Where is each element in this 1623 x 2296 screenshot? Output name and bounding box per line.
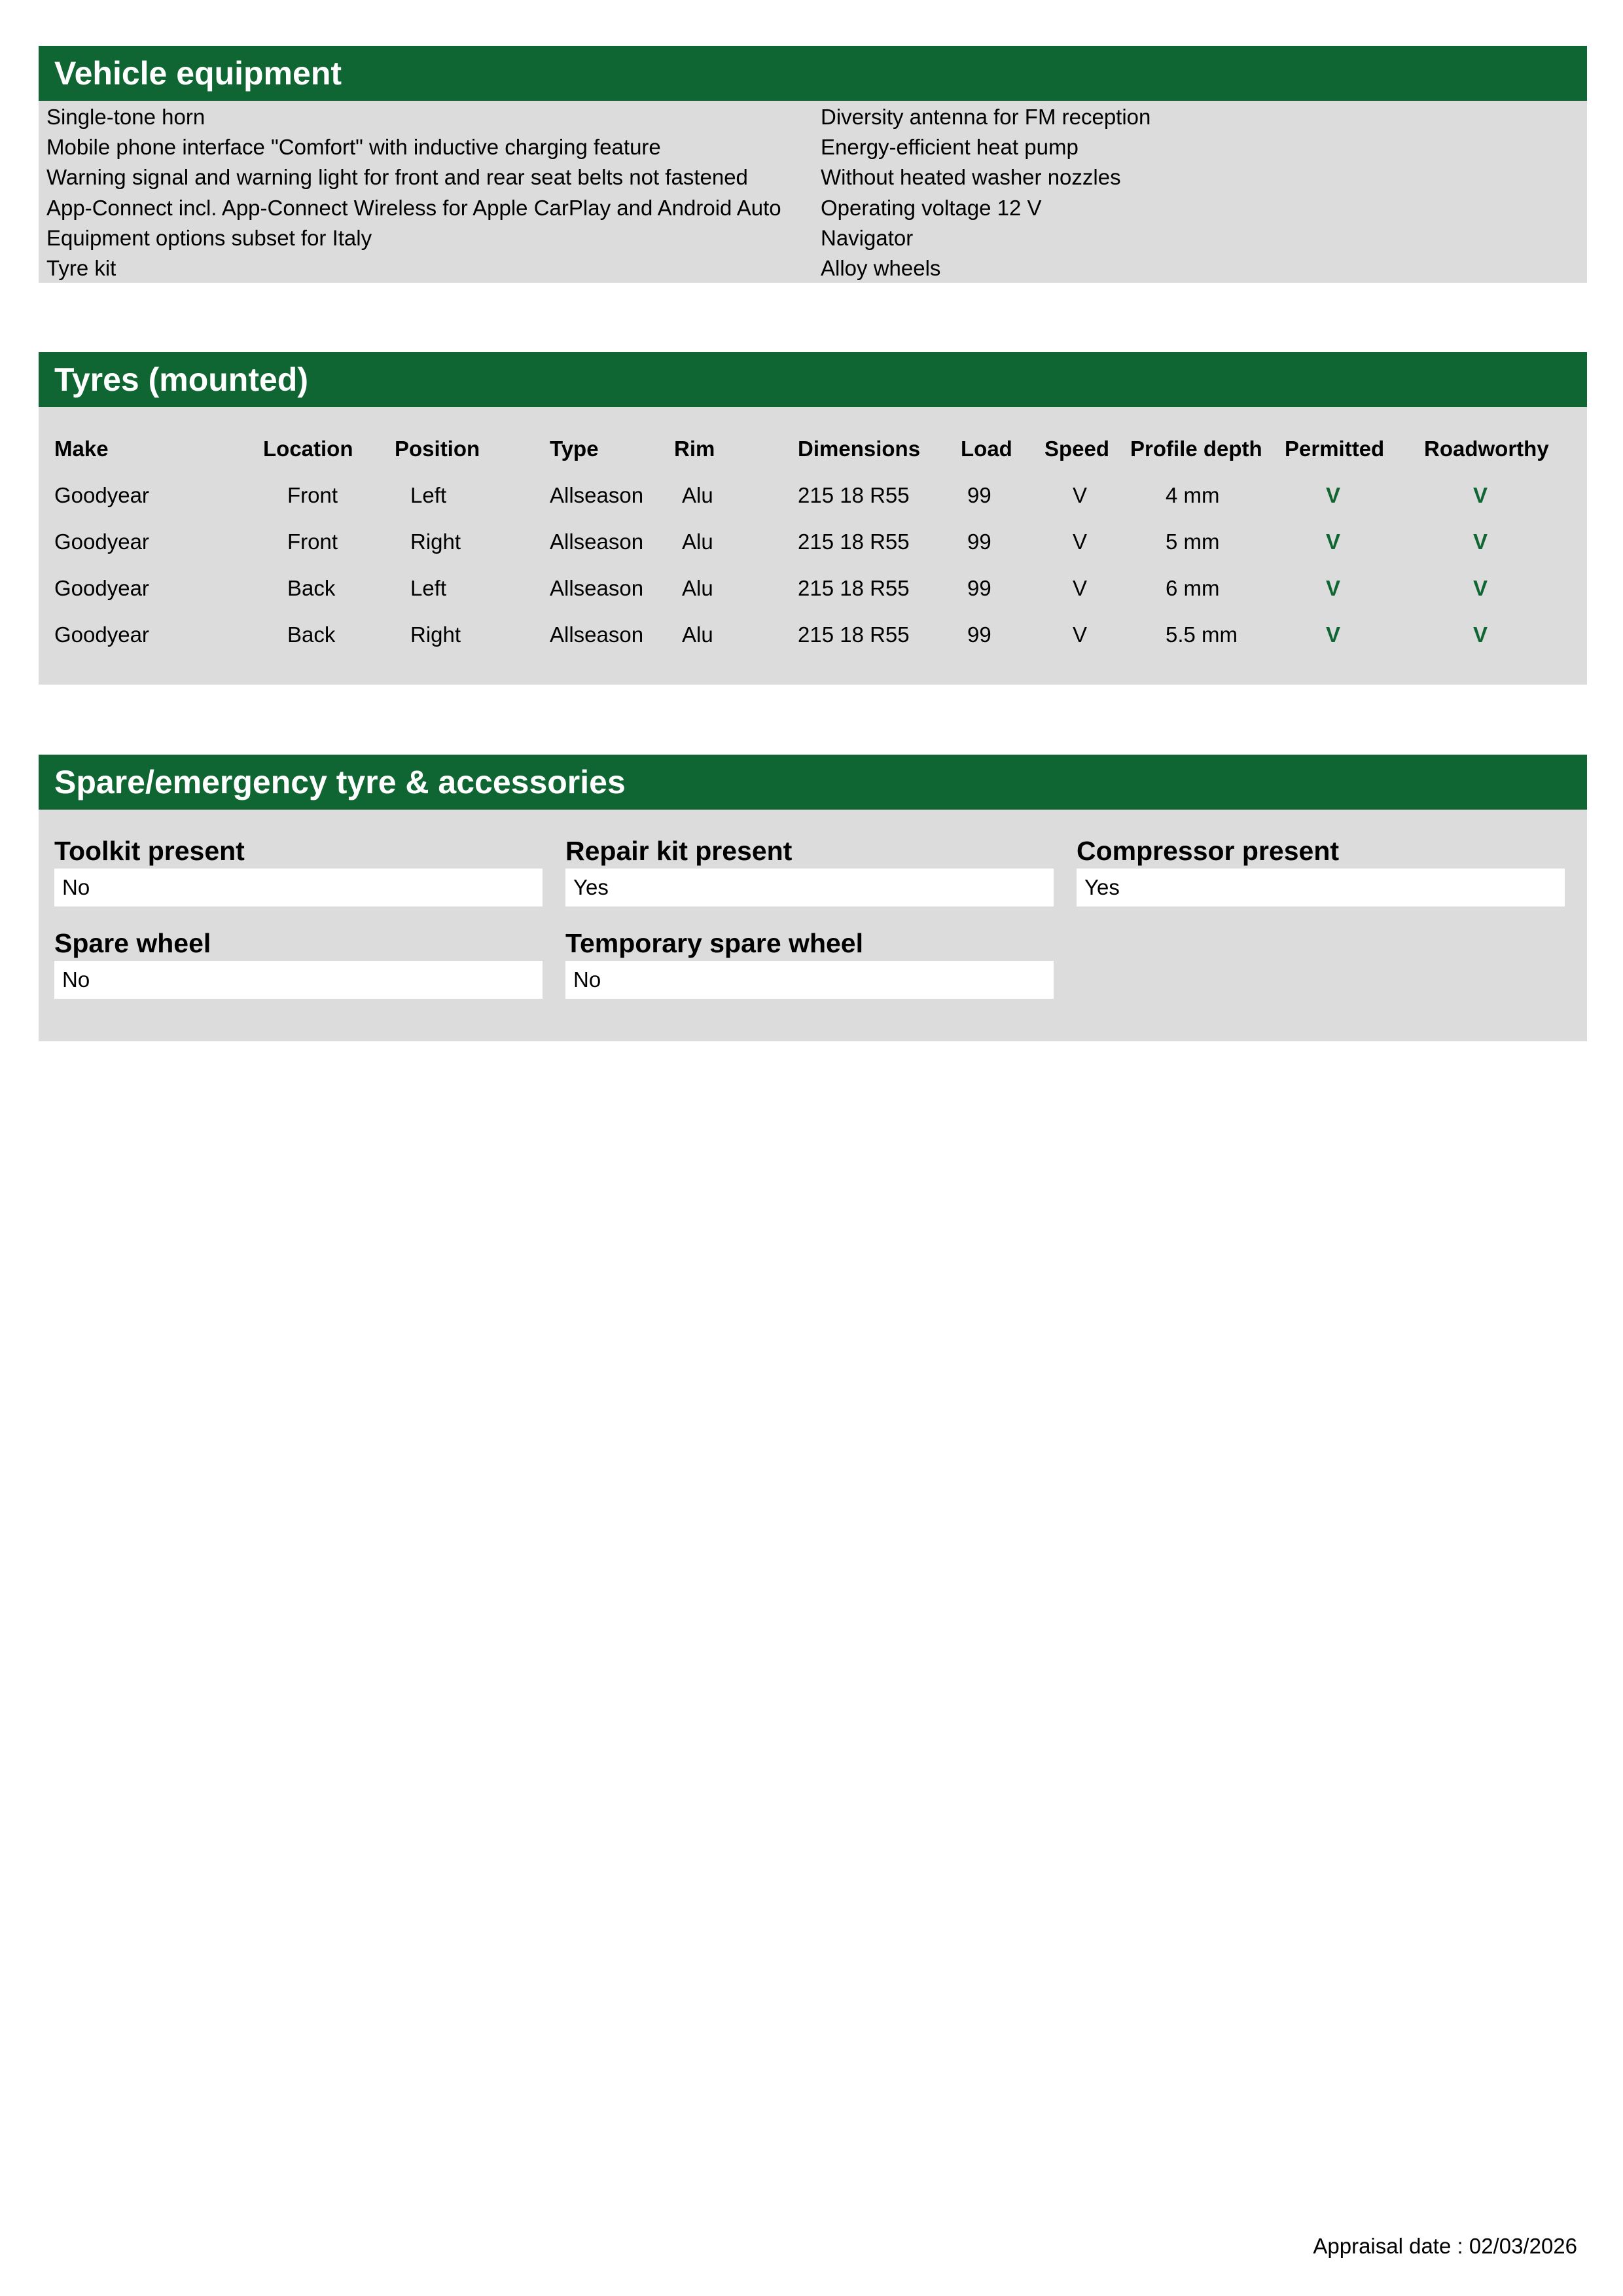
cell-speed: V — [1073, 483, 1088, 507]
toolkit-value: No — [54, 869, 543, 906]
column-header-dimensions: Dimensions — [798, 437, 921, 461]
cell-make: Goodyear — [54, 576, 149, 600]
cell-position: Right — [410, 622, 461, 647]
cell-profile-depth: 6 mm — [1166, 576, 1220, 600]
cell-make: Goodyear — [54, 622, 149, 647]
cell-type: Allseason — [550, 529, 644, 554]
column-header-profile-depth: Profile depth — [1130, 437, 1262, 461]
toolkit-label: Toolkit present — [54, 836, 245, 866]
compressor-value: Yes — [1077, 869, 1565, 906]
column-header-load: Load — [961, 437, 1012, 461]
temporary-spare-wheel-value: No — [565, 961, 1054, 999]
cell-speed: V — [1073, 622, 1088, 647]
cell-location: Back — [287, 622, 336, 647]
cell-profile-depth: 5 mm — [1166, 529, 1220, 554]
tyres-section — [39, 352, 1587, 685]
equipment-item: Navigator — [821, 225, 914, 250]
cell-dimensions: 215 18 R55 — [798, 483, 910, 507]
spare-wheel-label: Spare wheel — [54, 928, 211, 958]
repair-kit-field — [565, 834, 1054, 906]
cell-rim: Alu — [682, 576, 713, 600]
column-header-make: Make — [54, 437, 109, 461]
roadworthy-check: V — [1473, 483, 1488, 507]
cell-load: 99 — [967, 622, 991, 647]
equipment-item: Tyre kit — [46, 255, 116, 280]
equipment-item: Warning signal and warning light for front and rear seat belts not fastened — [46, 165, 748, 190]
table-row — [39, 622, 1587, 648]
toolkit-field — [54, 834, 543, 906]
table-row — [39, 575, 1587, 601]
equipment-item: Operating voltage 12 V — [821, 195, 1042, 220]
cell-dimensions: 215 18 R55 — [798, 622, 910, 647]
tyres-title: Tyres (mounted) — [39, 352, 1587, 407]
column-header-roadworthy: Roadworthy — [1424, 437, 1549, 461]
cell-type: Allseason — [550, 576, 644, 600]
vehicle-equipment-title: Vehicle equipment — [39, 46, 1587, 101]
cell-position: Left — [410, 576, 447, 600]
spare-tyre-title: Spare/emergency tyre & accessories — [39, 755, 1587, 810]
cell-load: 99 — [967, 483, 991, 507]
column-header-location: Location — [263, 437, 353, 461]
equipment-item: Diversity antenna for FM reception — [821, 105, 1151, 129]
column-header-type: Type — [550, 437, 599, 461]
equipment-item: Equipment options subset for Italy — [46, 225, 372, 250]
cell-rim: Alu — [682, 622, 713, 647]
cell-location: Front — [287, 483, 338, 507]
equipment-item: Single-tone horn — [46, 105, 205, 129]
permitted-check: V — [1326, 622, 1341, 647]
equipment-item: Without heated washer nozzles — [821, 165, 1121, 190]
table-row — [39, 482, 1587, 509]
permitted-check: V — [1326, 576, 1341, 600]
spare-tyre-section — [39, 755, 1587, 1041]
cell-dimensions: 215 18 R55 — [798, 576, 910, 600]
cell-position: Left — [410, 483, 447, 507]
cell-speed: V — [1073, 529, 1088, 554]
column-header-permitted: Permitted — [1285, 437, 1385, 461]
cell-speed: V — [1073, 576, 1088, 600]
tyres-table-header — [39, 436, 1587, 462]
cell-location: Back — [287, 576, 336, 600]
appraisal-date: Appraisal date : 02/03/2026 — [1313, 2234, 1577, 2258]
permitted-check: V — [1326, 529, 1341, 554]
cell-make: Goodyear — [54, 529, 149, 554]
cell-type: Allseason — [550, 483, 644, 507]
cell-load: 99 — [967, 529, 991, 554]
cell-type: Allseason — [550, 622, 644, 647]
cell-profile-depth: 5.5 mm — [1166, 622, 1238, 647]
column-header-position: Position — [395, 437, 480, 461]
roadworthy-check: V — [1473, 576, 1488, 600]
temporary-spare-wheel-field — [565, 927, 1054, 999]
roadworthy-check: V — [1473, 622, 1488, 647]
equipment-item: Mobile phone interface "Comfort" with inductive charging feature — [46, 135, 661, 160]
cell-make: Goodyear — [54, 483, 149, 507]
permitted-check: V — [1326, 483, 1341, 507]
repair-kit-value: Yes — [565, 869, 1054, 906]
table-row — [39, 529, 1587, 555]
compressor-field — [1077, 834, 1565, 906]
column-header-rim: Rim — [674, 437, 715, 461]
cell-profile-depth: 4 mm — [1166, 483, 1220, 507]
cell-dimensions: 215 18 R55 — [798, 529, 910, 554]
equipment-item: Alloy wheels — [821, 255, 941, 280]
cell-location: Front — [287, 529, 338, 554]
equipment-item: App-Connect incl. App-Connect Wireless for Apple CarPlay and Android Auto — [46, 195, 781, 220]
cell-position: Right — [410, 529, 461, 554]
cell-rim: Alu — [682, 529, 713, 554]
equipment-item: Energy-efficient heat pump — [821, 135, 1079, 160]
equipment-list-left — [46, 102, 781, 283]
vehicle-equipment-section — [39, 46, 1587, 283]
roadworthy-check: V — [1473, 529, 1488, 554]
temporary-spare-wheel-label: Temporary spare wheel — [565, 928, 863, 958]
compressor-label: Compressor present — [1077, 836, 1340, 866]
cell-load: 99 — [967, 576, 991, 600]
equipment-list-right — [821, 102, 1150, 283]
repair-kit-label: Repair kit present — [565, 836, 793, 866]
spare-wheel-value: No — [54, 961, 543, 999]
column-header-speed: Speed — [1044, 437, 1110, 461]
cell-rim: Alu — [682, 483, 713, 507]
spare-wheel-field — [54, 927, 543, 999]
